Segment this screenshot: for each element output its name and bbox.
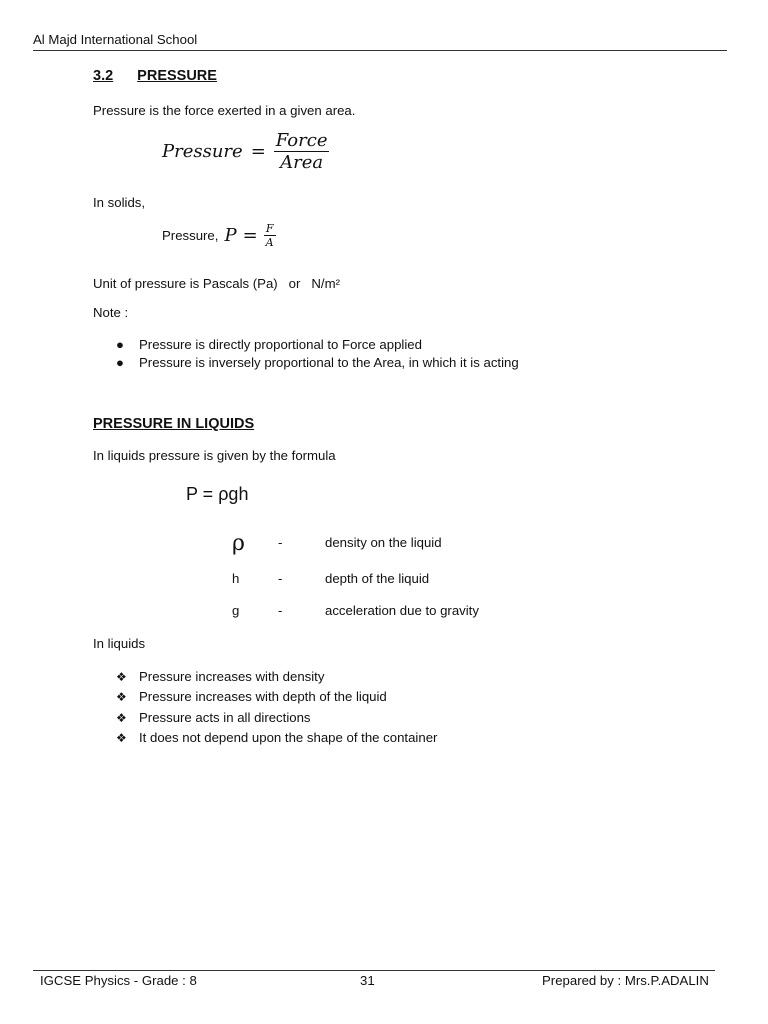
footer-rule bbox=[33, 970, 715, 971]
diamond-bullet-icon: ❖ bbox=[116, 670, 127, 684]
header-school-name: Al Majd International School bbox=[33, 32, 198, 47]
solid-pressure-formula bbox=[162, 222, 276, 249]
symbol-meaning: density on the liquid bbox=[325, 535, 442, 550]
symbol-dash: - bbox=[278, 571, 283, 586]
formula-numerator: Force bbox=[275, 130, 328, 151]
footer-author: Prepared by : Mrs.P.ADALIN bbox=[542, 973, 709, 988]
page-number: 31 bbox=[360, 973, 375, 988]
note-text: Pressure is directly proportional to Force applied bbox=[139, 337, 422, 352]
solid-formula-equals: = bbox=[242, 225, 258, 246]
formula-lhs: Pressure bbox=[162, 141, 243, 162]
solid-formula-denominator: A bbox=[265, 236, 274, 249]
symbol-h: h bbox=[232, 571, 240, 586]
liquid-point-text: Pressure increases with density bbox=[139, 669, 325, 684]
disc-bullet-icon: ● bbox=[116, 355, 124, 370]
section-number: 3.2 bbox=[93, 68, 114, 84]
symbol-dash: - bbox=[278, 603, 283, 618]
formula-equals: = bbox=[250, 141, 266, 162]
symbol-meaning: acceleration due to gravity bbox=[325, 603, 479, 618]
liquids-section-title: PRESSURE IN LIQUIDS bbox=[93, 416, 255, 432]
solids-label: In solids, bbox=[93, 195, 146, 210]
symbol-meaning: depth of the liquid bbox=[325, 571, 430, 586]
header-rule bbox=[33, 50, 727, 51]
diamond-bullet-icon: ❖ bbox=[116, 711, 127, 725]
symbol-g: g bbox=[232, 603, 240, 618]
section-heading bbox=[93, 68, 217, 84]
formula-fraction bbox=[274, 130, 330, 173]
pressure-unit: Unit of pressure is Pascals (Pa) or N/m² bbox=[93, 276, 340, 291]
liquid-point bbox=[116, 730, 437, 745]
symbol-rho: ρ bbox=[232, 531, 245, 556]
diamond-bullet-icon: ❖ bbox=[116, 731, 127, 745]
pressure-definition: Pressure is the force exerted in a given area. bbox=[93, 103, 356, 118]
solid-formula-numerator: F bbox=[265, 222, 274, 235]
liquids-intro: In liquids pressure is given by the formula bbox=[93, 448, 336, 463]
liquid-point-text: Pressure increases with depth of the liquid bbox=[139, 689, 387, 704]
section-title: PRESSURE bbox=[137, 68, 217, 84]
liquid-point bbox=[116, 689, 387, 704]
pressure-formula bbox=[162, 130, 329, 173]
liquid-point bbox=[116, 710, 311, 725]
liquids-label: In liquids bbox=[93, 636, 146, 651]
liquid-point bbox=[116, 669, 324, 684]
liquid-pressure-formula: P = ρgh bbox=[186, 484, 249, 504]
solid-formula-prefix: Pressure, bbox=[162, 228, 219, 243]
diamond-bullet-icon: ❖ bbox=[116, 690, 127, 704]
symbol-dash: - bbox=[278, 535, 283, 550]
solid-formula-fraction bbox=[264, 222, 276, 249]
solid-formula-lhs: P bbox=[224, 225, 237, 246]
footer-course: IGCSE Physics - Grade : 8 bbox=[40, 973, 197, 988]
liquid-point-text: Pressure acts in all directions bbox=[139, 710, 311, 725]
note-item bbox=[116, 355, 519, 370]
liquid-point-text: It does not depend upon the shape of the container bbox=[139, 730, 438, 745]
note-item bbox=[116, 337, 422, 352]
note-label: Note : bbox=[93, 305, 129, 320]
formula-denominator: Area bbox=[280, 152, 324, 173]
note-text: Pressure is inversely proportional to the Area, in which it is acting bbox=[139, 355, 519, 370]
disc-bullet-icon: ● bbox=[116, 337, 124, 352]
